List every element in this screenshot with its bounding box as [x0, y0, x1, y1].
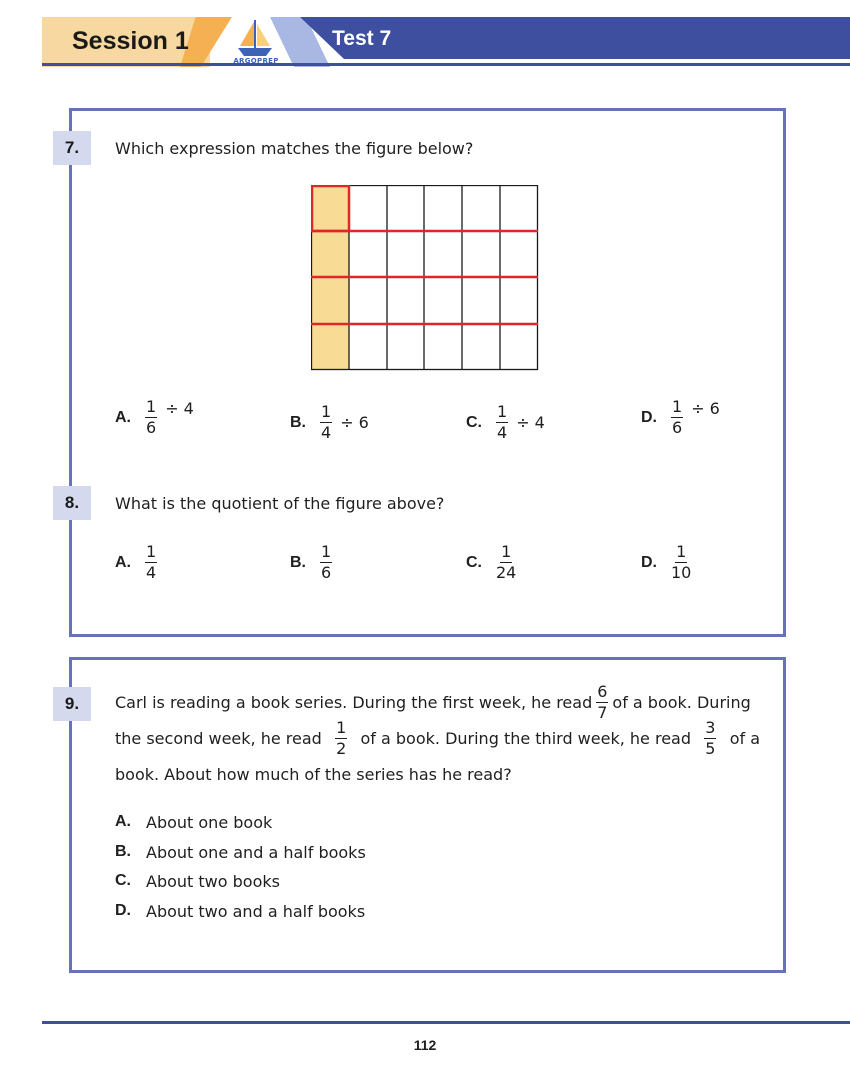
- option-letter: C.: [466, 553, 482, 571]
- q9-line-3: [115, 765, 512, 784]
- option-operation: ÷ 6: [340, 413, 369, 432]
- q7-option-a[interactable]: [115, 398, 194, 437]
- question-number-8: 8.: [53, 486, 91, 520]
- option-text: About one book: [146, 813, 273, 832]
- fraction-numerator: 1: [146, 542, 157, 561]
- header-underline: [42, 63, 850, 66]
- fraction: [145, 543, 157, 582]
- option-letter: D.: [115, 902, 131, 919]
- footer-line: [42, 1021, 850, 1024]
- question-8-text: What is the quotient of the figure above?: [115, 494, 445, 513]
- fraction: [320, 403, 332, 442]
- fraction-numerator: 1: [321, 402, 332, 421]
- option-operation: ÷ 4: [165, 399, 194, 418]
- question-number-7: 7.: [53, 131, 91, 165]
- fraction-numerator: 1: [146, 397, 157, 416]
- q9-option-d[interactable]: [115, 902, 365, 921]
- fraction-numerator: 1: [501, 542, 512, 561]
- fraction: [671, 398, 683, 437]
- fraction-numerator: 6: [597, 682, 608, 701]
- question-9-text: [115, 683, 760, 793]
- session-title: Session 1: [72, 27, 189, 55]
- fraction-1-2: [335, 719, 347, 758]
- fraction: [671, 543, 691, 582]
- fraction-denominator: 6: [672, 418, 683, 437]
- fraction-denominator: 24: [496, 563, 517, 582]
- option-operation: ÷ 6: [691, 399, 720, 418]
- option-letter: C.: [466, 413, 482, 431]
- fraction-numerator: 1: [497, 402, 508, 421]
- question-7-text: Which expression matches the figure below?: [115, 139, 474, 158]
- q9-option-c[interactable]: [115, 872, 280, 891]
- option-letter: C.: [115, 872, 131, 889]
- q9-line-1: [115, 683, 751, 722]
- option-letter: A.: [115, 813, 131, 830]
- fraction-numerator: 1: [672, 397, 683, 416]
- fraction-numerator: 1: [321, 542, 332, 561]
- q9-option-a[interactable]: [115, 813, 272, 832]
- fraction-numerator: 3: [705, 718, 716, 737]
- option-operation: ÷ 4: [516, 413, 545, 432]
- option-letter: B.: [115, 843, 131, 860]
- option-letter: D.: [641, 408, 657, 426]
- q8-option-d[interactable]: [641, 543, 693, 582]
- q8-option-b[interactable]: [290, 543, 334, 582]
- fraction-denominator: 10: [671, 563, 692, 582]
- option-letter: A.: [115, 553, 131, 571]
- fraction-numerator: 1: [336, 718, 347, 737]
- fraction: [145, 398, 157, 437]
- fraction: [496, 543, 516, 582]
- q7-option-c[interactable]: [466, 403, 545, 442]
- q9-text-segment: Carl is reading a book series. During the first week, he read: [115, 693, 593, 712]
- question-number-9: [53, 687, 91, 721]
- page-number: 112: [413, 1037, 437, 1053]
- fraction-6-7: [596, 683, 608, 722]
- fraction: [320, 543, 332, 582]
- fraction: [496, 403, 508, 442]
- q9-line-2: [115, 719, 760, 758]
- option-text: About two and a half books: [146, 902, 366, 921]
- q7-option-b[interactable]: [290, 403, 369, 442]
- q7-option-d[interactable]: [641, 398, 720, 437]
- q9-text-segment: the second week, he read: [115, 729, 322, 748]
- option-text: About two books: [146, 872, 280, 891]
- option-letter: A.: [115, 408, 131, 426]
- option-letter: B.: [290, 553, 306, 571]
- fraction-numerator: 1: [676, 542, 687, 561]
- fraction-denominator: 6: [321, 563, 332, 582]
- test-title: Test 7: [332, 27, 392, 50]
- q8-option-a[interactable]: [115, 543, 159, 582]
- q8-option-c[interactable]: [466, 543, 518, 582]
- q9-text-segment: of a book. During: [612, 693, 751, 712]
- fraction-denominator: 4: [321, 423, 332, 442]
- fraction-denominator: 6: [146, 418, 157, 437]
- question-number-9-label: 9.: [64, 694, 80, 713]
- fraction-denominator: 2: [336, 739, 347, 758]
- fraction-3-5: [704, 719, 716, 758]
- logo-wordmark: ARGOPREP: [233, 57, 279, 65]
- fraction-denominator: 7: [597, 703, 608, 722]
- option-letter: D.: [641, 553, 657, 571]
- fraction-grid-figure: [311, 185, 539, 371]
- q9-text-segment: of a: [729, 729, 760, 748]
- option-text: About one and a half books: [146, 843, 366, 862]
- q9-text-segment: book. About how much of the series has he read?: [115, 765, 512, 784]
- q9-option-b[interactable]: [115, 843, 366, 862]
- fraction-denominator: 4: [497, 423, 508, 442]
- q9-text-segment: of a book. During the third week, he read: [360, 729, 691, 748]
- option-letter: B.: [290, 413, 306, 431]
- fraction-denominator: 5: [705, 739, 716, 758]
- fraction-denominator: 4: [146, 563, 157, 582]
